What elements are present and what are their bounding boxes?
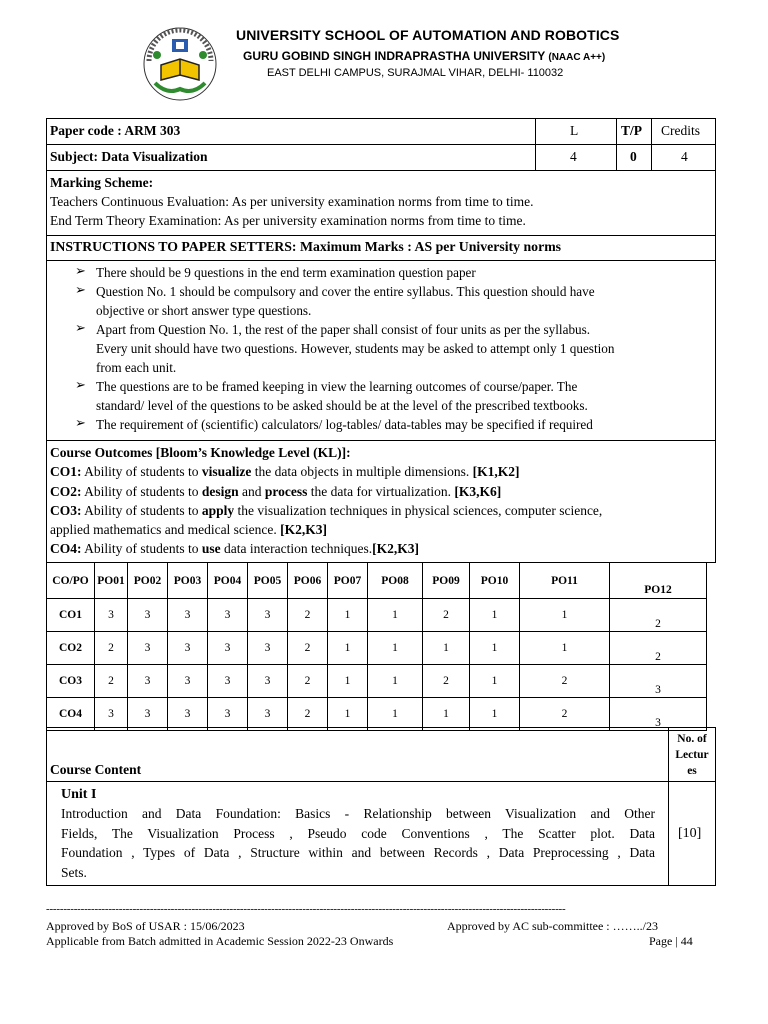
- marking-scheme-box: [46, 170, 716, 236]
- bullet-icon: ➢: [75, 282, 86, 297]
- instruction-item: from each unit.: [96, 360, 177, 375]
- mapping-header-cell: PO09: [423, 563, 470, 599]
- naac-grade: (NAAC A++): [548, 52, 606, 63]
- instructions-title-box: [46, 235, 716, 261]
- mapping-header-cell: PO12: [610, 563, 707, 599]
- unit-1-box: [46, 781, 669, 886]
- mapping-value-cell: 2: [95, 632, 128, 665]
- mapping-header-cell: PO08: [368, 563, 423, 599]
- mapping-header-cell: PO10: [470, 563, 520, 599]
- mapping-value-cell: 1: [328, 665, 368, 698]
- unit-1-line: Foundation , Types of Data , Structure within and between Records , Data Preprocessing , Data: [61, 845, 655, 860]
- credits-value-cell: 4: [651, 144, 716, 171]
- mapping-value-cell: 2: [288, 665, 328, 698]
- mapping-value-cell: 3: [610, 698, 707, 731]
- bullet-icon: ➢: [75, 377, 86, 392]
- lectures-header: No. of Lectur es: [668, 727, 716, 782]
- mapping-value-cell: 3: [128, 599, 168, 632]
- mapping-header-cell: PO01: [95, 563, 128, 599]
- unit-1-lectures-cell: [668, 781, 716, 886]
- mapping-value-cell: 3: [95, 698, 128, 731]
- l-value-cell: 4: [535, 144, 617, 171]
- instruction-item: There should be 9 questions in the end term examination question paper: [96, 265, 476, 280]
- course-content-title: Course Content: [50, 762, 142, 777]
- mapping-value-cell: 3: [248, 632, 288, 665]
- mapping-value-cell: 3: [208, 698, 248, 731]
- instruction-item: Apart from Question No. 1, the rest of the paper shall consist of four units as per the syllabus.: [96, 322, 591, 337]
- mapping-header-row: [47, 563, 707, 599]
- mapping-value-cell: 2: [423, 599, 470, 632]
- mapping-value-cell: 1: [368, 665, 423, 698]
- mapping-row: [47, 632, 707, 665]
- mapping-header-cell: PO04: [208, 563, 248, 599]
- unit-1-line: Fields, The Visualization Process , Pseudo code Conventions , The Scatter plot. Data: [61, 825, 655, 841]
- unit-1-lectures: [10]: [678, 826, 702, 841]
- mapping-value-cell: 1: [368, 632, 423, 665]
- mapping-row: [47, 665, 707, 698]
- subject: Subject: Data Visualization: [50, 149, 208, 164]
- mapping-value-cell: 1: [423, 632, 470, 665]
- mapping-value-cell: 2: [610, 632, 707, 665]
- footer-divider: ------------------------------------------------------------------------------------------------------------------------------------------------------: [46, 903, 566, 915]
- tp-header-cell: T/P: [616, 118, 652, 145]
- mapping-row: [47, 599, 707, 632]
- credits-header-cell: Credits: [651, 118, 716, 145]
- co2-text: CO2: Ability of students to design and process the data for virtualization. [K3,K6]: [50, 484, 502, 499]
- mapping-value-cell: 2: [288, 632, 328, 665]
- mapping-value-cell: 3: [168, 665, 208, 698]
- mapping-value-cell: 1: [328, 599, 368, 632]
- instruction-item: Every unit should have two questions. However, students may be asked to attempt only 1 question: [96, 341, 615, 356]
- approved-bos: Approved by BoS of USAR : 15/06/2023: [46, 919, 245, 933]
- applicable-batch: Applicable from Batch admitted in Academic Session 2022-23 Onwards: [46, 934, 394, 948]
- mapping-value-cell: 3: [95, 599, 128, 632]
- l-header-cell: L: [535, 118, 617, 145]
- tp-value-cell: 0: [616, 144, 652, 171]
- co-label-cell: CO4: [47, 698, 95, 731]
- bullet-icon: ➢: [75, 263, 86, 278]
- mapping-value-cell: 1: [520, 599, 610, 632]
- co-label-cell: CO3: [47, 665, 95, 698]
- mapping-value-cell: 1: [470, 698, 520, 731]
- co-label-cell: CO2: [47, 632, 95, 665]
- mapping-header-cell: PO02: [128, 563, 168, 599]
- instructions-title: INSTRUCTIONS TO PAPER SETTERS: Maximum Marks : AS per University norms: [50, 239, 562, 254]
- marking-line-1: Teachers Continuous Evaluation: As per university examination norms from time to time.: [50, 194, 534, 209]
- mapping-header-cell: PO07: [328, 563, 368, 599]
- mapping-value-cell: 2: [423, 665, 470, 698]
- mapping-row: [47, 698, 707, 731]
- mapping-value-cell: 3: [128, 632, 168, 665]
- mapping-value-cell: 3: [168, 632, 208, 665]
- mapping-value-cell: 1: [423, 698, 470, 731]
- unit-1-title: Unit I: [61, 787, 97, 802]
- co-po-mapping-table: [46, 562, 707, 731]
- approved-ac: Approved by AC sub-committee : ……../23: [447, 919, 658, 933]
- mapping-value-cell: 3: [208, 665, 248, 698]
- mapping-header-cell: PO11: [520, 563, 610, 599]
- mapping-value-cell: 3: [208, 632, 248, 665]
- paper-code: Paper code : ARM 303: [50, 123, 181, 138]
- mapping-value-cell: 2: [288, 698, 328, 731]
- mapping-value-cell: 2: [288, 599, 328, 632]
- co3-text-line2: applied mathematics and medical science. [K2,K3]: [50, 522, 328, 537]
- mapping-value-cell: 1: [470, 599, 520, 632]
- bullet-icon: ➢: [75, 320, 86, 335]
- paper-code-cell: [46, 118, 536, 145]
- university-name: GURU GOBIND SINGH INDRAPRASTHA UNIVERSITY (NAAC A++): [243, 49, 606, 63]
- mapping-value-cell: 3: [128, 698, 168, 731]
- mapping-value-cell: 1: [470, 632, 520, 665]
- instruction-item: The requirement of (scientific) calculators/ log-tables/ data-tables may be specified if required: [96, 417, 593, 432]
- university-seal-logo: [141, 25, 219, 103]
- mapping-header-cell: PO05: [248, 563, 288, 599]
- unit-1-line: Sets.: [61, 864, 87, 880]
- mapping-value-cell: 1: [368, 599, 423, 632]
- instruction-item: objective or short answer type questions.: [96, 303, 312, 318]
- co-label-cell: CO1: [47, 599, 95, 632]
- mapping-value-cell: 1: [328, 632, 368, 665]
- subject-cell: [46, 144, 536, 171]
- mapping-value-cell: 3: [208, 599, 248, 632]
- school-title: UNIVERSITY SCHOOL OF AUTOMATION AND ROBOTICS: [236, 27, 620, 43]
- mapping-value-cell: 3: [168, 599, 208, 632]
- co1-text: CO1: Ability of students to visualize the data objects in multiple dimensions. [K1,K2]: [50, 464, 520, 479]
- co4-text: CO4: Ability of students to use data interaction techniques.[K2,K3]: [50, 541, 419, 556]
- mapping-value-cell: 2: [95, 665, 128, 698]
- mapping-value-cell: 2: [520, 665, 610, 698]
- campus-address: EAST DELHI CAMPUS, SURAJMAL VIHAR, DELHI- 110032: [267, 67, 564, 79]
- page-number: Page | 44: [649, 934, 693, 948]
- outcomes-title: Course Outcomes [Bloom’s Knowledge Level (KL)]:: [50, 445, 351, 460]
- mapping-value-cell: 2: [520, 698, 610, 731]
- unit-1-line: Introduction and Data Foundation: Basics - Relationship between Visualization and Other: [61, 806, 655, 821]
- mapping-header-cell: CO/PO: [47, 563, 95, 599]
- mapping-value-cell: 2: [610, 599, 707, 632]
- mapping-value-cell: 1: [520, 632, 610, 665]
- mapping-value-cell: 3: [168, 698, 208, 731]
- marking-line-2: End Term Theory Examination: As per university examination norms from time to time.: [50, 213, 526, 228]
- mapping-value-cell: 1: [470, 665, 520, 698]
- mapping-value-cell: 3: [248, 599, 288, 632]
- course-outcomes-box: [46, 440, 716, 563]
- instruction-item: The questions are to be framed keeping in view the learning outcomes of course/paper. The: [96, 379, 578, 394]
- mapping-value-cell: 3: [610, 665, 707, 698]
- instruction-item: standard/ level of the questions to be asked should be at the level of the prescribed textbooks.: [96, 398, 588, 413]
- co3-text: CO3: Ability of students to apply the visualization techniques in physical sciences, computer science,: [50, 503, 603, 518]
- mapping-value-cell: 1: [368, 698, 423, 731]
- mapping-header-cell: PO03: [168, 563, 208, 599]
- mapping-value-cell: 3: [248, 698, 288, 731]
- bullet-icon: ➢: [75, 415, 86, 430]
- mapping-value-cell: 3: [128, 665, 168, 698]
- instruction-item: Question No. 1 should be compulsory and cover the entire syllabus. This question should have: [96, 284, 595, 299]
- mapping-header-cell: PO06: [288, 563, 328, 599]
- mapping-value-cell: 1: [328, 698, 368, 731]
- course-content-header: [46, 727, 669, 782]
- mapping-value-cell: 3: [248, 665, 288, 698]
- marking-title: Marking Scheme:: [50, 175, 154, 190]
